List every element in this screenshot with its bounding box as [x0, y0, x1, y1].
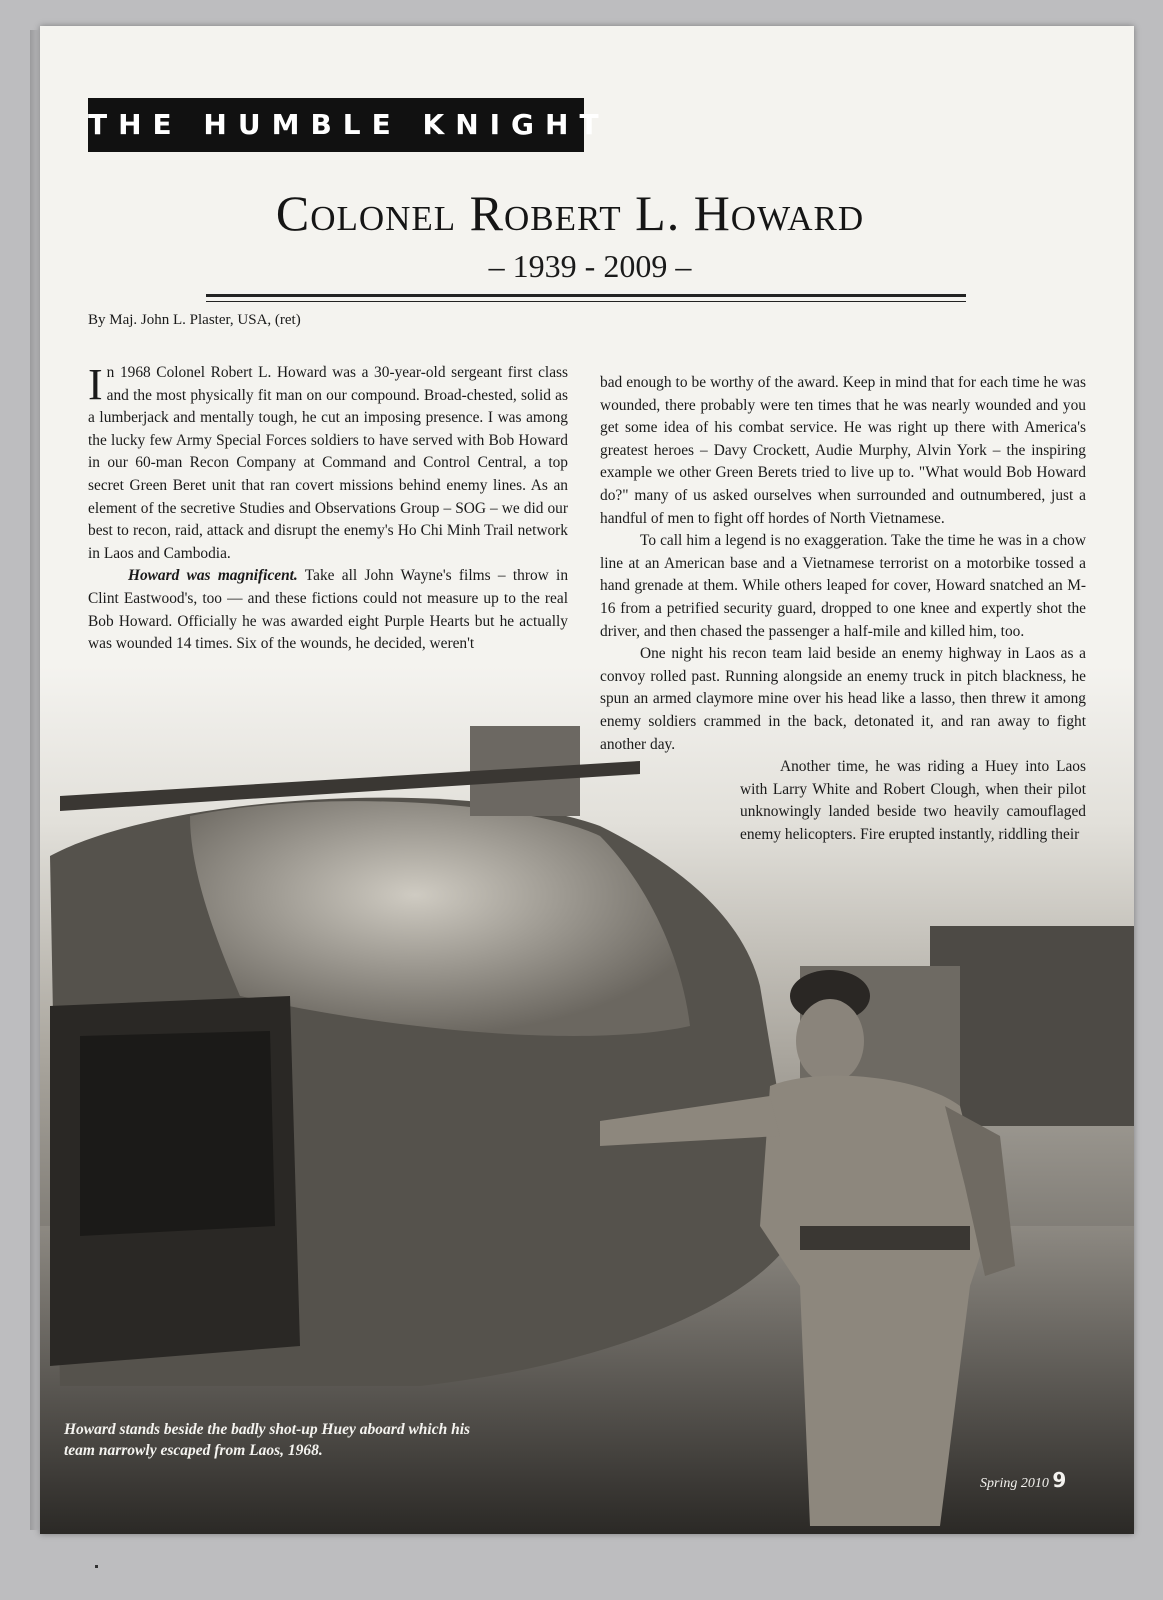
life-dates: – 1939 - 2009 –	[488, 248, 692, 284]
paragraph-5: One night his recon team laid beside an enemy highway in Laos as a convoy rolled past. Running alongside an enemy truck in pitch blackness, he spun an armed claymore mine over his head like a lasso, then threw it among enemy soldiers crammed in the back, detonated it, and ran away to fight another day.	[600, 645, 1086, 753]
byline: By Maj. John L. Plaster, USA, (ret)	[88, 312, 301, 328]
paragraph-1-text: n 1968 Colonel Robert L. Howard was a 30-year-old sergeant first class and the most physically fit man on our compound. Broad-chested, solid as a lumberjack and mentally tough, he cut an imposing presence. I was among the lucky few Army Special Forces soldiers to have served with Bob Howard in our 60-man Recon Company at Command and Control Central, a top secret Green Beret unit that ran covert missions behind enemy lines. As an element of the secretive Studies and Observations Group – SOG – we did our best to recon, raid, attack and disrupt the enemy's Ho Chi Minh Trail network in Laos and Cambodia.	[88, 364, 568, 562]
scan-speck	[95, 1565, 98, 1568]
paragraph-2	[88, 565, 568, 655]
article-column-left	[88, 362, 568, 656]
wrap-around-text	[600, 643, 1086, 846]
title-rule-thin	[206, 301, 966, 302]
paragraph-1	[88, 362, 568, 565]
article-column-right	[600, 372, 1086, 846]
paragraph-4: To call him a legend is no exaggeration. Take the time he was in a chow line at an American base and a Vietnamese terrorist on a motorbike tossed a hand grenade at them. While others leaped for cover, Howard snatched an M-16 from a petrified security guard, dropped to one knee and expertly shot the driver, and then chased the passenger a half-mile and killed him, too.	[600, 532, 1086, 640]
page-number: 9	[1052, 1468, 1067, 1492]
drop-cap: I	[88, 360, 103, 409]
photo-caption: Howard stands beside the badly shot-up Huey aboard which his team narrowly escaped from Laos, 1968.	[64, 1421, 471, 1459]
paragraph-3: bad enough to be worthy of the award. Keep in mind that for each time he was wounded, there probably were ten times that he was nearly wounded and you get some idea of his combat service. He was right up there with America's greatest heroes – Davy Crockett, Audie Murphy, Alvin York – the inspiring example we other Green Berets tried to live up to. "What would Bob Howard do?" many of us asked ourselves when surrounded and outnumbered, just a handful of men to fight off hordes of North Vietnamese.	[600, 374, 1086, 527]
paragraph-2-lead: Howard was magnificent.	[128, 567, 298, 585]
title-rule-thick	[206, 294, 966, 297]
paragraph-2-text: Take all John Wayne's films – throw in Clint Eastwood's, too — and these fictions could not measure up to the real Bob Howard. Officially he was awarded eight Purple Hearts but he actually was wounded 14 times. Six of the wounds, he decided, weren't	[88, 567, 569, 653]
section-kicker: THE HUMBLE KNIGHT	[88, 98, 584, 152]
article-title: Colonel Robert L. Howard	[275, 185, 865, 241]
paragraph-6: Another time, he was riding a Huey into Laos with Larry White and Robert Clough, when their pilot unknowingly landed beside two heavily camouflaged enemy helicopters. Fire erupted instantly, riddling their	[740, 758, 1086, 843]
folio	[980, 1468, 1066, 1492]
folio-issue: Spring 2010	[980, 1476, 1049, 1491]
magazine-page	[40, 26, 1134, 1534]
